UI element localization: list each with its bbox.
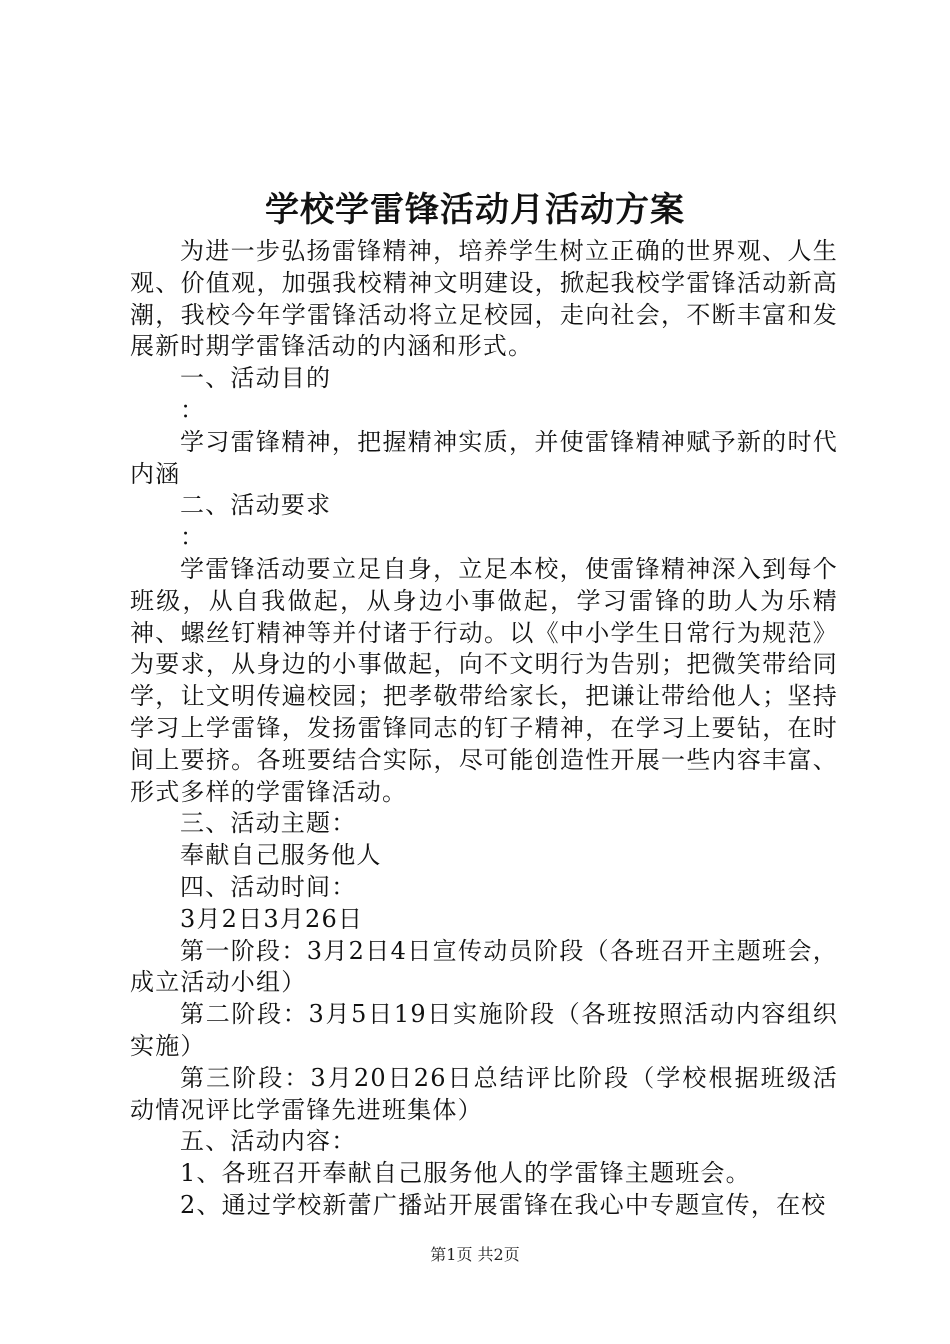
time-range: 3月2日3月26日: [180, 904, 364, 933]
stage-one: 第一阶段：3月2日4日宣传动员阶段（各班召开主题班会，成立活动小组）: [130, 936, 838, 997]
stage-two: 第二阶段：3月5日19日实施阶段（各班按照活动内容组织实施）: [130, 1000, 838, 1060]
theme-paragraph: 奉献自己服务他人: [180, 841, 382, 870]
page-footer: 第1页 共2页: [430, 1245, 520, 1264]
section-heading-time: 四、活动时间：: [180, 872, 357, 901]
content-item-1: 1、各班召开奉献自己服务他人的学雷锋主题班会。: [180, 1159, 751, 1188]
content-item-2: 2、通过学校新蕾广播站开展雷锋在我心中专题宣传，在校: [180, 1190, 827, 1219]
purpose-paragraph: 学习雷锋精神，把握精神实质，并使雷锋精神赋予新的时代内涵: [130, 427, 838, 488]
section-heading-requirements: 二、活动要求: [180, 491, 332, 520]
requirements-paragraph: 学雷锋活动要立足自身，立足本校，使雷锋精神深入到每个班级，从自我做起，从身边小事做起，学习雷锋的助人为乐精神、螺丝钉精神等并付诸于行动。以《中小学生日常行为规范》为要求，从身边的小事做起，向不文明行为告别；把微笑带给同学，让文明传遍校园；把孝敬带给家长，把谦让带给他人；坚持学习上学雷锋，发扬雷锋同志的钉子精神，在学习上要钻，在时间上要挤。各班要结合实际，尽可能创造性开展一些内容丰富、形式多样的学雷锋活动。: [130, 554, 838, 806]
intro-paragraph: 为进一步弘扬雷锋精神，培养学生树立正确的世界观、人生观、价值观，加强我校精神文明建设，掀起我校学雷锋活动新高潮，我校今年学雷锋活动将立足校园，走向社会，不断丰富和发展新时期学雷锋活动的内涵和形式。: [130, 237, 838, 361]
section-heading-purpose: 一、活动目的: [180, 364, 332, 393]
document-title: 学校学雷锋活动月活动方案: [265, 190, 685, 230]
colon-line: ：: [180, 395, 206, 424]
section-heading-theme: 三、活动主题：: [180, 809, 357, 838]
section-heading-content: 五、活动内容：: [180, 1127, 357, 1156]
colon-line: ：: [180, 523, 206, 552]
stage-three: 第三阶段：3月20日26日总结评比阶段（学校根据班级活动情况评比学雷锋先进班集体）: [130, 1063, 838, 1124]
document-body: [130, 236, 838, 1222]
